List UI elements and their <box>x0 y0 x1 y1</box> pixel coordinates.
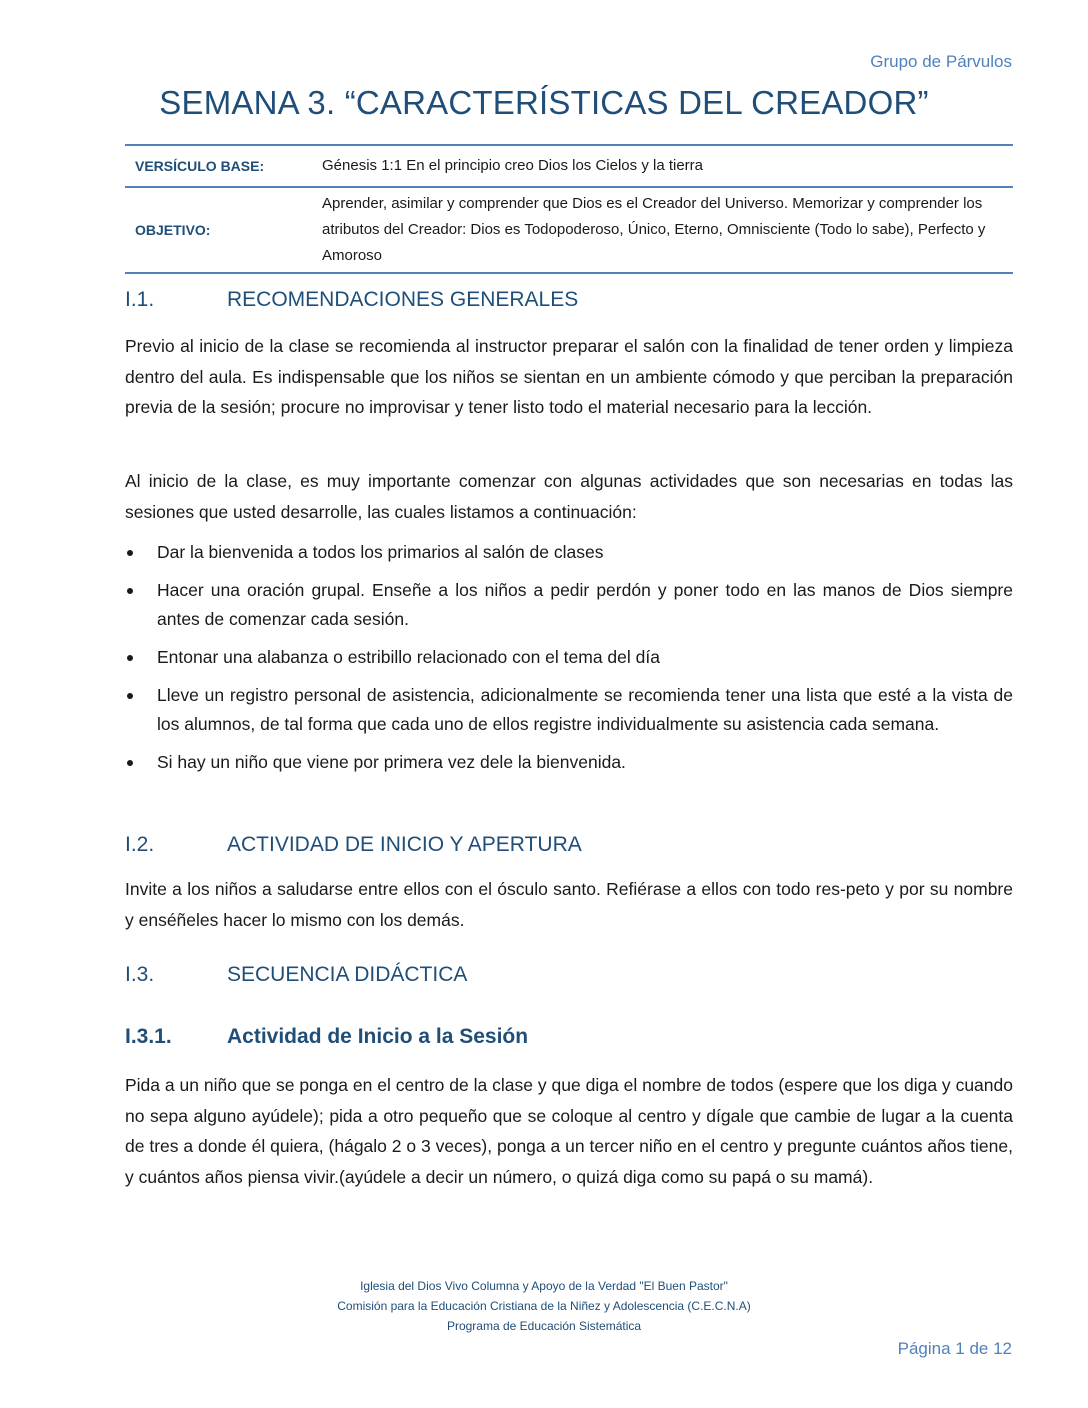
bullet-icon <box>127 550 133 556</box>
versiculo-value: Génesis 1:1 En el principio creo Dios los Cielos y la tierra <box>322 157 703 174</box>
subsection-heading-actividad-sesion <box>125 1025 528 1049</box>
bullet-icon <box>127 655 133 661</box>
footer-line: Iglesia del Dios Vivo Columna y Apoyo de la Verdad "El Buen Pastor" <box>360 1279 728 1293</box>
header-group-label: Grupo de Párvulos <box>870 52 1012 71</box>
page-footer <box>0 1276 1088 1336</box>
paragraph-recomendaciones: Previo al inicio de la clase se recomienda al instructor preparar el salón con la finalidad de tener orden y limpieza dentro del aula. Es indispensable que los niños se sientan en un ambiente cómodo y que perciban la preparación previa de la sesión; procure no improvisar y tener listo todo el material necesario para la lección. <box>125 336 1013 417</box>
list-item <box>125 643 1013 672</box>
versiculo-row <box>125 145 1013 187</box>
section-number: I.1. <box>125 288 155 311</box>
list-item-text: Lleve un registro personal de asistencia, adicionalmente se recomienda tener una lista que esté a la vista de los alumnos, de tal forma que cada uno de ellos registre individualmente su asistencia cada semana. <box>157 685 1013 734</box>
footer-line: Comisión para la Educación Cristiana de la Niñez y Adolescencia (C.E.C.N.A) <box>337 1299 751 1313</box>
list-item-text: Si hay un niño que viene por primera vez dele la bienvenida. <box>157 752 626 772</box>
list-item-text: Hacer una oración grupal. Enseñe a los niños a pedir perdón y poner todo en las manos de Dios siempre antes de comenzar cada sesión. <box>157 580 1013 629</box>
info-table <box>125 144 1013 274</box>
objetivo-value: Aprender, asimilar y comprender que Dios es el Creador del Universo. Memorizar y comprender los atributos del Creador: Dios es Todopoderoso, Único, Eterno, Omnisciente (Todo lo sabe), Perfecto y Amoroso <box>322 195 986 264</box>
section-title: SECUENCIA DIDÁCTICA <box>227 963 468 986</box>
bullet-icon <box>127 588 133 594</box>
list-item <box>125 681 1013 739</box>
bullet-icon <box>127 760 133 766</box>
paragraph-actividad-inicio: Invite a los niños a saludarse entre ellos con el ósculo santo. Refiérase a ellos con todo res-peto y por su nombre y enséñeles hacer lo mismo con los demás. <box>125 879 1013 930</box>
list-item <box>125 538 1013 567</box>
section-number: I.3. <box>125 963 155 986</box>
list-item <box>125 748 1013 777</box>
section-title: RECOMENDACIONES GENERALES <box>227 288 579 311</box>
bullet-icon <box>127 693 133 699</box>
section-heading-recomendaciones <box>125 288 578 312</box>
section-title: Actividad de Inicio a la Sesión <box>227 1025 529 1048</box>
section-number: I.2. <box>125 833 155 856</box>
section-title: ACTIVIDAD DE INICIO Y APERTURA <box>227 833 582 856</box>
paragraph-actividad-sesion: Pida a un niño que se ponga en el centro de la clase y que diga el nombre de todos (espere que los diga y cuando no sepa alguno ayúdele); pida a otro pequeño que se coloque al centro y dígale que cambie de lugar a la cuenta de tres a donde él quiera, (hágalo 2 o 3 veces), ponga a un tercer niño en el centro y pregunte cuántos años tiene, y cuántos años piensa vivir.(ayúdele a decir un número, o quizá diga como su papá o su mamá). <box>125 1075 1013 1187</box>
list-item-text: Dar la bienvenida a todos los primarios al salón de clases <box>157 542 604 562</box>
objetivo-row <box>125 187 1013 273</box>
page-number: Página 1 de 12 <box>897 1339 1012 1358</box>
versiculo-label: VERSÍCULO BASE: <box>135 158 265 174</box>
list-item-text: Entonar una alabanza o estribillo relacionado con el tema del día <box>157 647 660 667</box>
objetivo-label: OBJETIVO: <box>135 222 211 238</box>
list-item <box>125 576 1013 634</box>
page-title: SEMANA 3. “CARACTERÍSTICAS DEL CREADOR” <box>159 84 929 121</box>
section-heading-secuencia <box>125 963 467 987</box>
section-heading-actividad-inicio <box>125 833 582 857</box>
section-number: I.3.1. <box>125 1025 172 1048</box>
bullet-list <box>125 538 1013 777</box>
footer-line: Programa de Educación Sistemática <box>446 1319 642 1333</box>
paragraph-inicio-clase: Al inicio de la clase, es muy importante comenzar con algunas actividades que son necesarias en todas las sesiones que usted desarrolle, las cuales listamos a continuación: <box>125 471 1013 522</box>
